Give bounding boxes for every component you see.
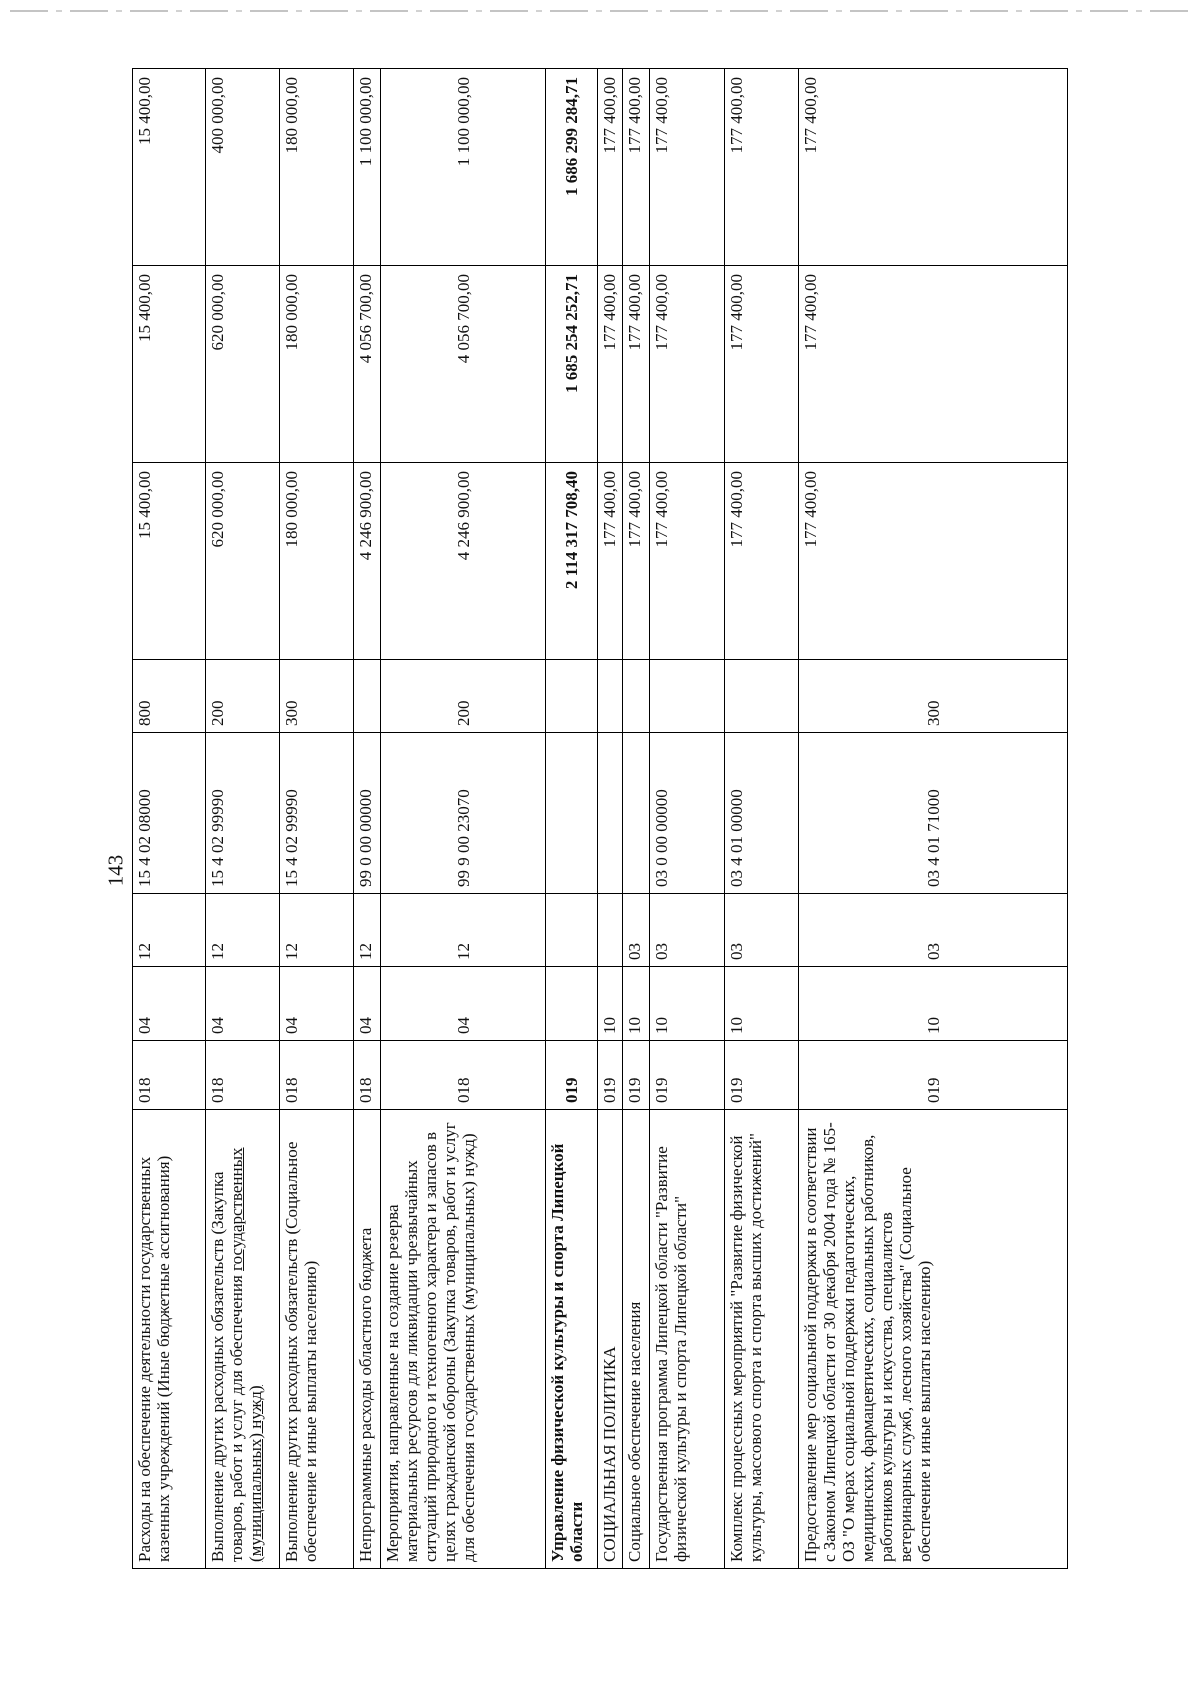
page-number: 143: [103, 854, 128, 887]
section-code: 04: [133, 967, 206, 1041]
amount-year-2: 177 400,00: [799, 266, 1068, 463]
amount-year-3: 1 100 000,00: [354, 69, 381, 266]
amount-year-1: 177 400,00: [623, 463, 650, 660]
target-article-code: [546, 733, 598, 894]
row-name: Управление физической культуры и спорта Липецкой области: [546, 1110, 598, 1569]
row-name: Выполнение других расходных обязательств (Социальное обеспечение и иные выплаты населению): [280, 1110, 354, 1569]
amount-year-3: 177 400,00: [623, 69, 650, 266]
subsection-code: 12: [354, 894, 381, 967]
section-code: 10: [725, 967, 799, 1041]
amount-year-2: 4 056 700,00: [381, 266, 546, 463]
row-name: Расходы на обеспечение деятельности государственных казенных учреждений (Иные бюджетные ассигнования): [133, 1110, 206, 1569]
section-code: [546, 967, 598, 1041]
target-article-code: [623, 733, 650, 894]
target-article-code: 99 9 00 23070: [381, 733, 546, 894]
target-article-code: 15 4 02 08000: [133, 733, 206, 894]
grbs-code: 019: [650, 1041, 725, 1110]
expense-type-code: [623, 660, 650, 733]
table-row: [381, 69, 546, 1569]
amount-year-1: 177 400,00: [650, 463, 725, 660]
expense-type-code: 300: [799, 660, 1068, 733]
target-article-code: 15 4 02 99990: [280, 733, 354, 894]
grbs-code: 018: [206, 1041, 280, 1110]
amount-year-3: 400 000,00: [206, 69, 280, 266]
expense-type-code: [725, 660, 799, 733]
section-code: 04: [381, 967, 546, 1041]
amount-year-3: 15 400,00: [133, 69, 206, 266]
table-row: [133, 69, 206, 1569]
amount-year-1: 177 400,00: [598, 463, 623, 660]
subsection-code: 03: [650, 894, 725, 967]
subsection-code: 03: [623, 894, 650, 967]
section-code: 04: [206, 967, 280, 1041]
table-row: [546, 69, 598, 1569]
amount-year-1: 4 246 900,00: [354, 463, 381, 660]
grbs-code: 018: [280, 1041, 354, 1110]
expense-type-code: 200: [381, 660, 546, 733]
grbs-code: 018: [133, 1041, 206, 1110]
amount-year-3: 180 000,00: [280, 69, 354, 266]
subsection-code: 03: [799, 894, 1068, 967]
amount-year-3: 1 686 299 284,71: [546, 69, 598, 266]
table-row: [623, 69, 650, 1569]
target-article-code: 03 4 01 00000: [725, 733, 799, 894]
subsection-code: 03: [725, 894, 799, 967]
row-name: Социальное обеспечение населения: [623, 1110, 650, 1569]
amount-year-1: 4 246 900,00: [381, 463, 546, 660]
expense-type-code: 200: [206, 660, 280, 733]
amount-year-3: 1 100 000,00: [381, 69, 546, 266]
amount-year-2: 177 400,00: [623, 266, 650, 463]
grbs-code: 019: [598, 1041, 623, 1110]
table-row: [799, 69, 1068, 1569]
section-code: 10: [799, 967, 1068, 1041]
amount-year-2: 15 400,00: [133, 266, 206, 463]
grbs-code: 019: [623, 1041, 650, 1110]
subsection-code: [598, 894, 623, 967]
section-code: 04: [354, 967, 381, 1041]
amount-year-1: 15 400,00: [133, 463, 206, 660]
subsection-code: 12: [133, 894, 206, 967]
amount-year-2: 620 000,00: [206, 266, 280, 463]
expense-type-code: [598, 660, 623, 733]
subsection-code: [546, 894, 598, 967]
section-code: 10: [623, 967, 650, 1041]
target-article-code: 99 0 00 00000: [354, 733, 381, 894]
table-row: [280, 69, 354, 1569]
expense-type-code: 300: [280, 660, 354, 733]
target-article-code: 15 4 02 99990: [206, 733, 280, 894]
grbs-code: 018: [381, 1041, 546, 1110]
row-name: Комплекс процессных мероприятий "Развитие физической культуры, массового спорта и спорта высших достижений": [725, 1110, 799, 1569]
amount-year-1: 177 400,00: [725, 463, 799, 660]
row-name: Выполнение других расходных обязательств (Закупка товаров, работ и услуг для обеспечения государственных (муниципальных) нужд): [206, 1110, 280, 1569]
scan-border-artifact: [10, 10, 1190, 12]
subsection-code: 12: [280, 894, 354, 967]
expense-type-code: 800: [133, 660, 206, 733]
amount-year-2: 177 400,00: [598, 266, 623, 463]
amount-year-2: 180 000,00: [280, 266, 354, 463]
table-row: [206, 69, 280, 1569]
grbs-code: 019: [546, 1041, 598, 1110]
table-row: [354, 69, 381, 1569]
table-row: [598, 69, 623, 1569]
amount-year-2: 1 685 254 252,71: [546, 266, 598, 463]
table-row: [650, 69, 725, 1569]
row-name: СОЦИАЛЬНАЯ ПОЛИТИКА: [598, 1110, 623, 1569]
amount-year-2: 177 400,00: [650, 266, 725, 463]
amount-year-1: 2 114 317 708,40: [546, 463, 598, 660]
budget-table: [132, 69, 1067, 1569]
subsection-code: 12: [206, 894, 280, 967]
amount-year-2: 4 056 700,00: [354, 266, 381, 463]
expense-type-code: [354, 660, 381, 733]
amount-year-2: 177 400,00: [725, 266, 799, 463]
amount-year-1: 620 000,00: [206, 463, 280, 660]
table-row: [725, 69, 799, 1569]
section-code: 10: [650, 967, 725, 1041]
section-code: 04: [280, 967, 354, 1041]
row-name: Мероприятия, направленные на создание резерва материальных ресурсов для ликвидации чрезвычайных ситуаций природного и техногенного характера и запасов в целях гражданской обороны (Закупка товаров, работ и услуг для обеспечения государственных (муниципальных) нужд): [381, 1110, 546, 1569]
grbs-code: 019: [799, 1041, 1068, 1110]
expense-type-code: [546, 660, 598, 733]
row-name: Непрограммные расходы областного бюджета: [354, 1110, 381, 1569]
expense-type-code: [650, 660, 725, 733]
amount-year-1: 180 000,00: [280, 463, 354, 660]
amount-year-1: 177 400,00: [799, 463, 1068, 660]
row-name: Предоставление мер социальной поддержки в соответствии с Законом Липецкой области от 30 декабря 2004 года № 165-ОЗ "О мерах социальной поддержки педагогических, медицинских, фармацевтических, социальных работников, работников культуры и искусства, специалистов ветеринарных служб, лесного хозяйства" (Социальное обеспечение и иные выплаты населению): [799, 1110, 1068, 1569]
amount-year-3: 177 400,00: [598, 69, 623, 266]
amount-year-3: 177 400,00: [650, 69, 725, 266]
amount-year-3: 177 400,00: [799, 69, 1068, 266]
target-article-code: 03 4 01 71000: [799, 733, 1068, 894]
target-article-code: 03 0 00 00000: [650, 733, 725, 894]
subsection-code: 12: [381, 894, 546, 967]
grbs-code: 018: [354, 1041, 381, 1110]
amount-year-3: 177 400,00: [725, 69, 799, 266]
target-article-code: [598, 733, 623, 894]
row-name: Государственная программа Липецкой области "Развитие физической культуры и спорта Липецкой области": [650, 1110, 725, 1569]
grbs-code: 019: [725, 1041, 799, 1110]
section-code: 10: [598, 967, 623, 1041]
